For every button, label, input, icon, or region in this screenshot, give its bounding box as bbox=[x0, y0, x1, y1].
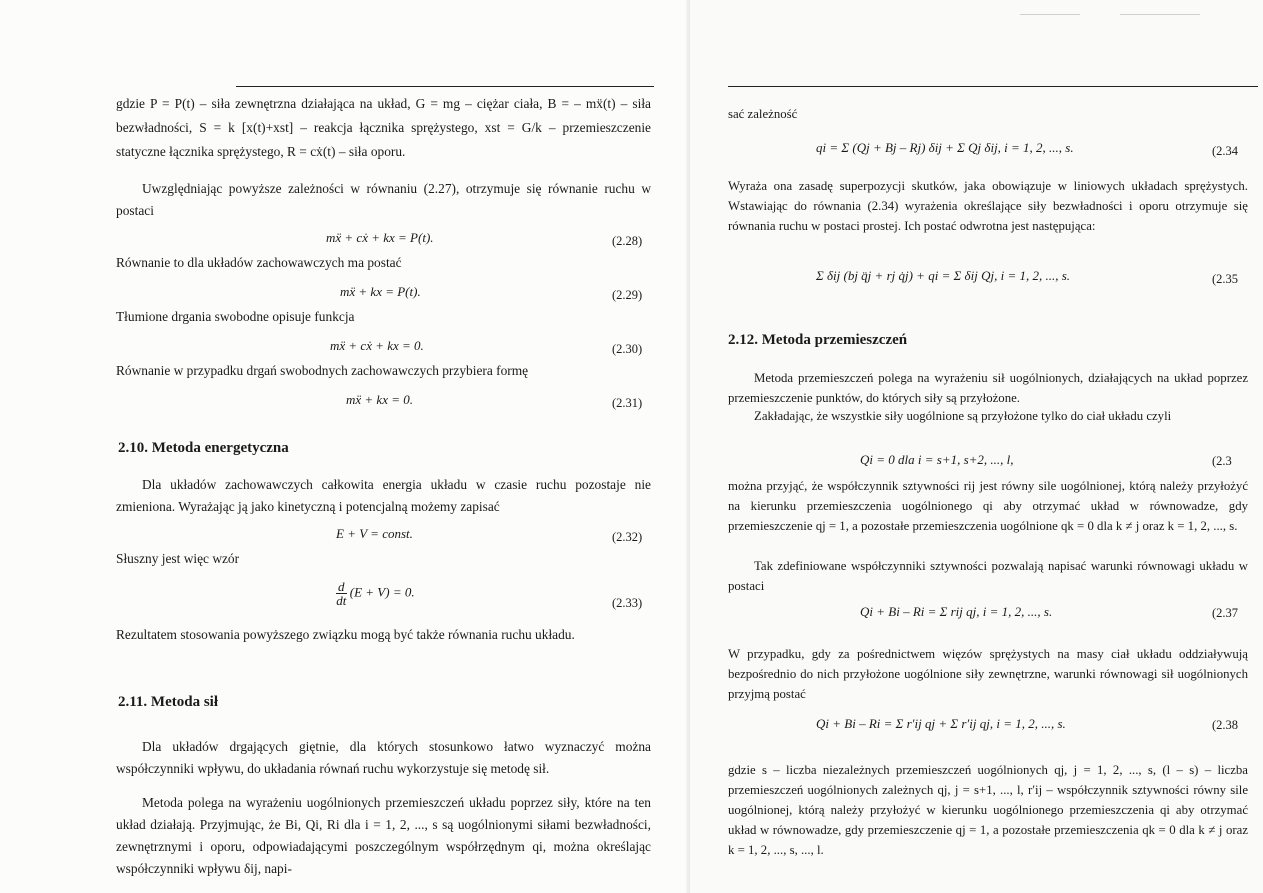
equation-2-32: E + V = const. bbox=[336, 526, 413, 541]
paragraph: Słuszny jest więc wzór bbox=[116, 551, 240, 566]
paragraph: gdzie s – liczba niezależnych przemieszczeń uogólnionych qj, j = 1, 2, ..., s, (l – s) – liczba przemieszczeń uogólnionych zależnych qj, j = s+1, ..., l, r′ij – współczynnik sztywności równy sile uogólnionej, którą należy przyłożyć w kierunku uogólnionego przemieszczenia qi aby otrzymać układ w równowadze, gdy przemieszczenie qj = 1, a pozostałe przemieszczenia qk = 0 dla k ≠ j oraz k = 1, 2, ..., s, ..., l. bbox=[728, 763, 1248, 857]
paragraph: Równanie w przypadku drgań swobodnych zachowawczych przybiera formę bbox=[116, 363, 529, 378]
paragraph: Metoda przemieszczeń polega na wyrażeniu sił uogólnionych, działających na układ poprzez przemieszczenie punktów, do których siły są przyłożone. bbox=[728, 371, 1248, 405]
equation-number: (2.37 bbox=[1212, 606, 1239, 620]
equation-2-28: mẍ + cẋ + kx = P(t). bbox=[326, 230, 434, 245]
equation-number: (2.30) bbox=[612, 342, 643, 356]
paragraph: Uwzględniając powyższe zależności w równaniu (2.27), otrzymuje się równanie ruchu w postaci bbox=[116, 181, 651, 218]
paragraph: Równanie to dla układów zachowawczych ma postać bbox=[116, 255, 402, 270]
intro-paragraph: gdzie P = P(t) – siła zewnętrzna działająca na układ, G = mg – ciężar ciała, B = – mẍ(t) – siła bezwładności, S = k [x(t)+xst] – reakcja łącznika sprężystego, xst = G/k – przemieszczenie statyczne łącznika sprężystego, R = cẋ(t) – siła oporu. bbox=[116, 96, 651, 159]
equation-2-30: mẍ + cẋ + kx = 0. bbox=[330, 338, 424, 353]
section-heading: 2.10. Metoda energetyczna bbox=[118, 440, 289, 456]
equation-2-29: mẍ + kx = P(t). bbox=[340, 284, 421, 299]
top-rule bbox=[728, 86, 1258, 87]
section-heading: 2.12. Metoda przemieszczeń bbox=[728, 332, 908, 348]
top-rule bbox=[236, 86, 654, 87]
equation-number: (2.28) bbox=[612, 234, 643, 248]
paragraph: Tłumione drgania swobodne opisuje funkcja bbox=[116, 309, 355, 324]
equation-number: (2.35 bbox=[1212, 272, 1239, 286]
right-page bbox=[690, 0, 1263, 893]
section-heading: 2.11. Metoda sił bbox=[118, 694, 218, 710]
paragraph: Metoda polega na wyrażeniu uogólnionych przemieszczeń układu poprzez siły, które na ten układ działają. Przyjmując, że Bi, Qi, Ri dla i = 1, 2, ..., s są uogólnionymi siłami bezwładności, zewnętrznymi i oporu, odpowiadającymi poszczególnym współrzędnym qi, można określając współczynniki wpływu δij, napi- bbox=[116, 795, 651, 876]
equation-2-33: $\frac{d}{dt}$ (E + V) = 0. bbox=[336, 579, 415, 608]
equation-number: (2.34 bbox=[1212, 144, 1239, 158]
paragraph: Wyraża ona zasadę superpozycji skutków, jaka obowiązuje w liniowych układach sprężystych. Wstawiając do równania (2.34) wyrażenia określające siły bezwładności i oporu otrzymuje się równania ruchu w postaci prostej. Ich postać odwrotna jest następująca: bbox=[728, 179, 1248, 233]
scan-mark bbox=[1120, 14, 1200, 15]
equation-number: (2.32) bbox=[612, 530, 643, 544]
equation-2-35: Σ δij (bj q̈j + rj q̇j) + qi = Σ δij Qj, i = 1, 2, ..., s. bbox=[816, 268, 1071, 283]
equation-2-38: Qi + Bi – Ri = Σ r′ij qj + Σ r′ij qj, i = 1, 2, ..., s. bbox=[816, 716, 1066, 731]
derivative-fraction: $\frac{d}{dt}$ bbox=[336, 579, 347, 608]
paragraph: Zakładając, że wszystkie siły uogólnione są przyłożone tylko do ciał układu czyli bbox=[754, 409, 1172, 423]
equation-number: (2.29) bbox=[612, 288, 643, 302]
equation-number: (2.3 bbox=[1212, 454, 1232, 468]
paragraph: Dla układów zachowawczych całkowita energia układu w czasie ruchu pozostaje nie zmieniona. Wyrażając ją jako kinetyczną i potencjalną możemy zapisać bbox=[116, 477, 651, 514]
equation-number: (2.38 bbox=[1212, 718, 1239, 732]
equation-2-31: mẍ + kx = 0. bbox=[346, 392, 413, 407]
equation-2-34: qi = Σ (Qj + Bj – Rj) δij + Σ Qj δij, i = 1, 2, ..., s. bbox=[816, 140, 1074, 155]
paragraph: Tak zdefiniowane współczynniki sztywności pozwalają napisać warunki równowagi układu w postaci bbox=[728, 559, 1248, 593]
paragraph: można przyjąć, że współczynnik sztywności rij jest równy sile uogólnionej, którą należy przyłożyć na kierunku przemieszczenia uogólnionego qi aby otrzymać układ w równowadze, gdy przemieszczenie qj = 1, a pozostałe przemieszczenia uogólnione qk = 0 dla k ≠ j oraz k = 1, 2, ..., s. bbox=[728, 479, 1248, 533]
equation-2-37: Qi + Bi – Ri = Σ rij qj, i = 1, 2, ..., s. bbox=[860, 604, 1053, 619]
equation-number: (2.31) bbox=[612, 396, 643, 410]
paragraph: Rezultatem stosowania powyższego związku mogą być także równania ruchu układu. bbox=[116, 627, 575, 642]
paragraph: Dla układów drgających giętnie, dla których stosunkowo łatwo wyznaczyć można współczynniki wpływu, do układania równań ruchu wykorzystuje się metodę sił. bbox=[116, 739, 651, 776]
equation-2-36: Qi = 0 dla i = s+1, s+2, ..., l, bbox=[860, 452, 1014, 467]
paragraph: sać zależność bbox=[728, 107, 798, 121]
paragraph: W przypadku, gdy za pośrednictwem więzów sprężystych na masy ciał układu oddziaływują bezpośrednio do nich przyłożone uogólnione siły zewnętrzne, warunki równowagi sił uogólnionych przyjmą postać bbox=[728, 647, 1248, 701]
equation-number: (2.33) bbox=[612, 596, 643, 610]
scan-mark bbox=[1020, 14, 1080, 15]
